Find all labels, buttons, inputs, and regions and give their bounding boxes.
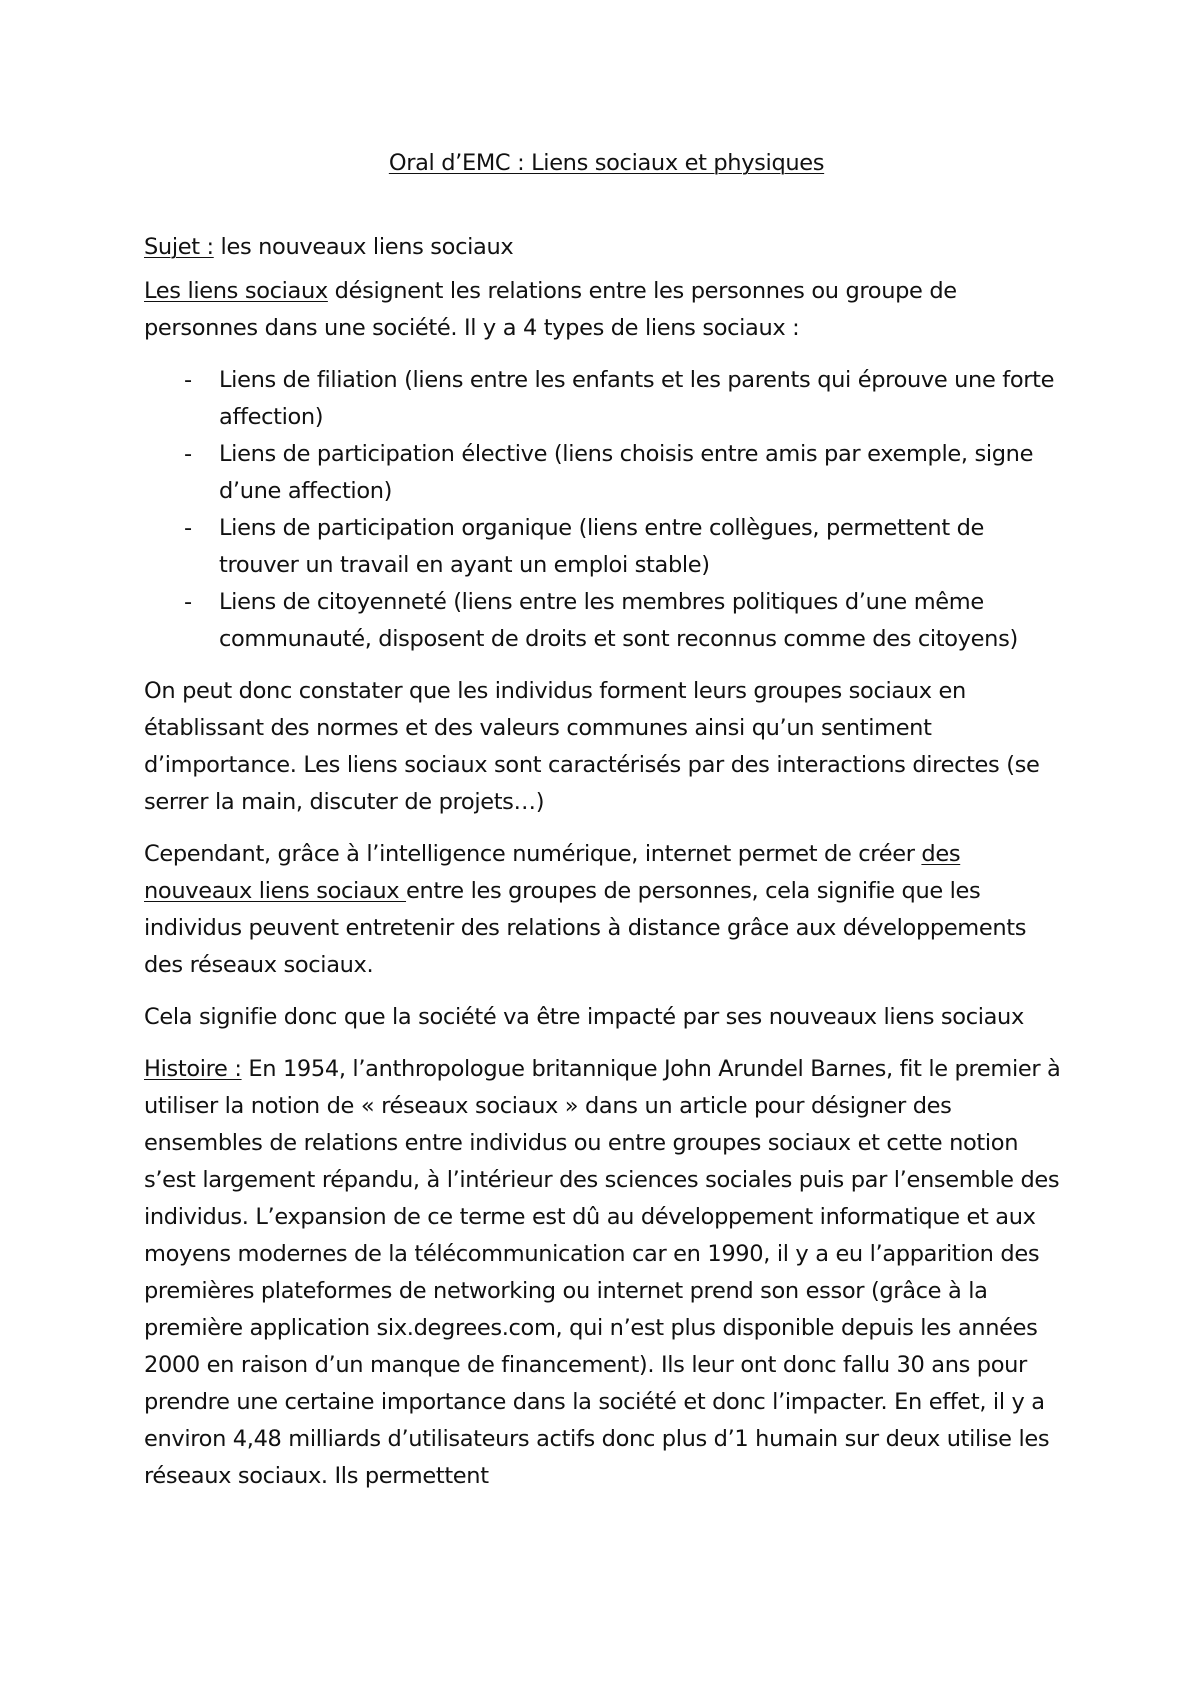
- groups-paragraph: On peut donc constater que les individus forment leurs groupes sociaux en établissant des normes et des valeurs communes ainsi qu’un sentiment d’importance. Les liens sociaux sont caractérisés par des interactions directes (se serrer la main, discuter de projets…): [144, 678, 1040, 815]
- bullet-dash: -: [184, 589, 192, 615]
- list-item: [144, 362, 1069, 436]
- list-item: [144, 436, 1069, 510]
- list-item-text: Liens de participation élective (liens choisis entre amis par exemple, signe d’une affection): [219, 441, 1034, 504]
- bullet-dash: -: [184, 515, 192, 541]
- history-paragraph: [144, 1051, 1069, 1495]
- subject-text: les nouveaux liens sociaux: [213, 234, 514, 260]
- new-social-links-underlined: des nouveaux liens sociaux: [144, 841, 961, 904]
- document-title: Oral d’EMC : Liens sociaux et physiques: [388, 150, 825, 176]
- definition-text: désignent les relations entre les personnes ou groupe de personnes dans une société. Il y a 4 types de liens sociaux :: [144, 278, 957, 341]
- bullet-dash: -: [184, 441, 192, 467]
- definition-term: Les liens sociaux: [144, 278, 328, 304]
- subject-paragraph: [144, 229, 1069, 266]
- however-paragraph: [144, 836, 1069, 984]
- impact-paragraph: Cela signifie donc que la société va être impacté par ses nouveaux liens sociaux: [144, 1004, 1024, 1030]
- list-item: [144, 510, 1069, 584]
- list-item: [144, 584, 1069, 658]
- history-text: En 1954, l’anthropologue britannique John Arundel Barnes, fit le premier à utiliser la notion de « réseaux sociaux » dans un article pour désigner des ensembles de relations entre individus ou entre groupes sociaux et cette notion s’est largement répandu, à l’intérieur des sciences sociales puis par l’ensemble des individus. L’expansion de ce terme est dû au développement informatique et aux moyens modernes de la télécommunication car en 1990, il y a eu l’apparition des premières plateformes de networking ou internet prend son essor (grâce à la première application six.degrees.com, qui n’est plus disponible depuis les années 2000 en raison d’un manque de financement). Ils leur ont donc fallu 30 ans pour prendre une certaine importance dans la société et donc l’impacter. En effet, il y a environ 4,48 milliards d’utilisateurs actifs donc plus d’1 humain sur deux utilise les réseaux sociaux. Ils permettent: [144, 1056, 1061, 1489]
- list-item-text: Liens de filiation (liens entre les enfants et les parents qui éprouve une forte affection): [219, 367, 1055, 430]
- subject-label: Sujet :: [144, 234, 214, 260]
- list-item-text: Liens de citoyenneté (liens entre les membres politiques d’une même communauté, disposent de droits et sont reconnus comme des citoyens): [219, 589, 1018, 652]
- however-text-before: Cependant, grâce à l’intelligence numérique, internet permet de créer: [144, 841, 922, 867]
- history-label: Histoire :: [144, 1056, 242, 1082]
- list-item-text: Liens de participation organique (liens entre collègues, permettent de trouver un travail en ayant un emploi stable): [219, 515, 985, 578]
- definition-paragraph: [144, 273, 1069, 347]
- document-body: [144, 145, 1069, 1510]
- bullet-dash: -: [184, 367, 192, 393]
- however-text-after: entre les groupes de personnes, cela signifie que les individus peuvent entretenir des relations à distance grâce aux développements des réseaux sociaux.: [144, 878, 1027, 978]
- social-links-list: [144, 362, 1069, 658]
